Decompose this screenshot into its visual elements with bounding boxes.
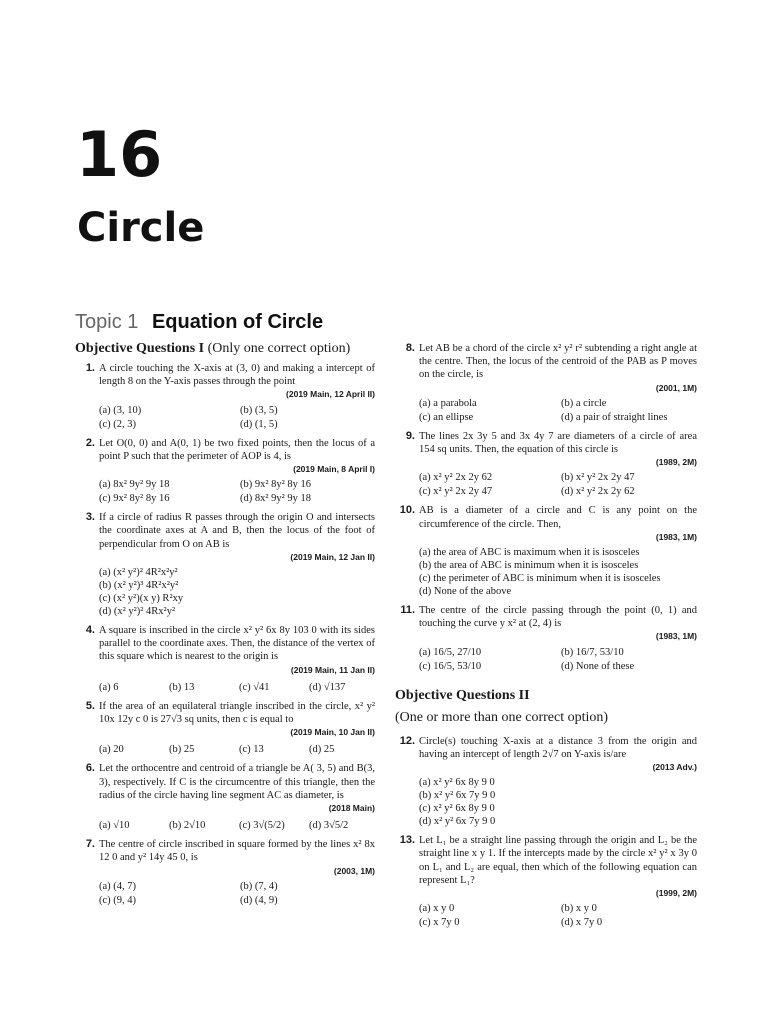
answer-options [99,478,375,505]
exam-reference: (2019 Main, 12 April II) [286,389,375,400]
exam-reference: (2013 Adv.) [652,762,697,773]
question-item [395,834,697,929]
right-column [395,342,697,935]
option: (b) 25 [169,744,195,756]
question-item [75,700,375,757]
question-text: The lines 2x 3y 5 and 3x 4y 7 are diameters of a circle of area 154 sq units. Then, the equation of this circle is [419,430,697,456]
question-text: The centre of the circle passing through the point (0, 1) and touching the curve y x² at (2, 4) is [419,605,697,630]
option: (a) (3, 10) [99,404,142,416]
option: (a) 16/5, 27/10 [419,646,482,658]
option: (c) an ellipse [419,411,474,423]
option: (d) x 7y 0 [561,917,603,929]
option: (b) 16/7, 53/10 [561,646,624,658]
question-text: The centre of circle inscribed in square formed by the lines x² 8x 12 0 and y² 14y 45 0, is [99,839,375,864]
exam-reference: (2018 Main) [328,803,375,814]
question-item [395,504,697,598]
answer-options [419,397,697,424]
option: (c) x² y² 2x 2y 47 [419,486,493,498]
option: (c) x 7y 0 [419,917,460,929]
answer-options [419,546,697,598]
option: (b) x² y² 2x 2y 47 [561,472,635,484]
question-number: 11. [400,604,415,617]
option: (a) √10 [99,820,130,832]
question-item [75,762,375,832]
option: (d) (x² y²)² 4Rx²y² [99,606,176,618]
option: (b) (7, 4) [240,880,278,892]
question-item [75,362,375,431]
option: (c) 16/5, 53/10 [419,660,482,672]
exam-reference: (2019 Main, 12 Jan II) [290,551,375,562]
answer-options [99,880,375,907]
exam-reference: (2019 Main, 10 Jan II) [290,727,375,738]
option: (b) 13 [169,681,195,693]
question-item [395,342,697,424]
answer-options [99,743,375,756]
option: (a) x y 0 [419,903,455,915]
section-subtitle: (One or more than one correct option) [395,709,609,725]
option: (c) the perimeter of ABC is minimum when it is isosceles [419,573,661,585]
option: (d) x² y² 2x 2y 62 [561,486,635,498]
question-number: 6. [85,762,95,775]
answer-options [419,646,697,673]
question-text: Let L₁ be a straight line passing through the origin and L₂ be the straight line x y 1. If the intercepts made by the circle x² y² x 3y 0 on L₁ and L₂ are equal, then which of the following equation can represent L₁? [419,835,697,886]
option: (a) the area of ABC is maximum when it is isosceles [419,547,640,559]
answer-options [419,902,697,929]
option: (c) (x² y²)(x y) R²xy [99,593,184,605]
question-number: 7. [85,838,95,851]
question-text: Let the orthocentre and centroid of a triangle be A( 3, 5) and B(3, 3), respectively. If C is the circumcentre of this triangle, then the radius of the circle having line segment AC as diameter, is [99,763,375,801]
question-text: If a circle of radius R passes through the origin O and intersects the coordinate axes at A and B, then the locus of the foot of perpendicular from O on AB is [99,512,375,550]
option: (d) 8x² 9y² 9y 18 [240,493,312,505]
question-text: Let AB be a chord of the circle x² y² r² subtending a right angle at the centre. Then, the locus of the centroid of the PAB as P moves on the circle, is [419,343,697,381]
question-number: 10. [399,504,415,517]
question-text: If the area of an equilateral triangle inscribed in the circle, x² y² 10x 12y c 0 is 27√3 sq units, then c is equal to [99,700,375,726]
question-item [75,437,375,506]
question-item [395,735,697,829]
option: (d) a pair of straight lines [561,411,668,423]
option: (d) √137 [309,681,346,693]
question-text: Let O(0, 0) and A(0, 1) be two fixed points, then the locus of a point P such that the perimeter of AOP is 4, is [99,437,375,462]
option: (d) None of these [561,660,635,672]
option: (b) the area of ABC is minimum when it is isosceles [419,560,639,572]
answer-options [419,776,697,828]
question-item [395,604,697,673]
question-item [75,838,375,907]
option: (d) x² y² 6x 7y 9 0 [419,816,496,828]
question-item [75,624,375,694]
question-item [395,430,697,499]
section-subtitle: (Only one correct option) [207,341,351,356]
question-number: 13. [399,834,415,847]
topic-heading [75,310,323,334]
chapter-title: Circle [77,205,205,251]
answer-options [99,819,375,832]
option: (a) 6 [99,681,119,693]
answer-options [99,681,375,694]
section-heading [75,340,375,358]
option: (a) (4, 7) [99,880,137,892]
option: (c) 13 [239,744,264,756]
option: (d) 3√5/2 [309,820,349,832]
exam-reference: (2019 Main, 8 April I) [293,464,375,475]
option: (a) 20 [99,744,124,756]
option: (d) (4, 9) [240,894,278,906]
option: (b) (x² y²)³ 4R²x²y² [99,580,179,592]
option: (c) √41 [239,681,270,693]
option: (d) (1, 5) [240,418,278,430]
answer-options [99,404,375,431]
answer-options [419,471,697,498]
option: (a) (x² y²)² 4R²x²y² [99,567,178,579]
option: (a) x² y² 6x 8y 9 0 [419,777,495,789]
answer-options [99,566,375,618]
option: (d) None of the above [419,586,512,598]
option: (b) (3, 5) [240,404,278,416]
exam-reference: (1983, 1M) [655,531,697,542]
question-number: 4. [85,624,95,637]
exam-reference: (2019 Main, 11 Jan II) [290,664,375,675]
section-title: Objective Questions I [75,341,205,356]
option: (b) x² y² 6x 7y 9 0 [419,790,496,802]
question-number: 1. [85,362,95,374]
question-number: 2. [85,436,95,449]
option: (b) x y 0 [561,903,597,915]
question-text: A square is inscribed in the circle x² y² 6x 8y 103 0 with its sides parallel to the coordinate axes. Then, the distance of the vertex of this square which is nearest to the origin is [99,625,375,663]
question-text: AB is a diameter of a circle and C is any point on the circumference of the circle. Then, [419,505,697,530]
option: (b) 2√10 [169,820,206,832]
exam-reference: (1989, 2M) [655,457,697,468]
topic-label: Topic 1 [75,311,139,333]
option: (a) x² y² 2x 2y 62 [419,472,493,484]
left-column [75,340,375,913]
option: (c) (2, 3) [99,418,137,430]
exam-reference: (2001, 1M) [655,382,697,393]
question-text: A circle touching the X-axis at (3, 0) and making a intercept of length 8 on the Y-axis passes through the point [99,363,375,388]
section-spacer [395,679,697,687]
option: (c) 3√(5/2) [239,820,285,832]
option: (c) x² y² 6x 8y 9 0 [419,803,495,815]
option: (c) (9, 4) [99,894,137,906]
exam-reference: (1999, 2M) [655,888,697,899]
option: (b) a circle [561,397,607,409]
question-number: 3. [85,511,95,524]
option: (c) 9x² 8y² 8y 16 [99,493,170,505]
question-number: 9. [405,429,415,442]
section-title: Objective Questions II [395,687,530,703]
option: (a) 8x² 9y² 9y 18 [99,479,170,491]
question-number: 12. [399,734,415,747]
exam-reference: (2003, 1M) [333,865,375,876]
chapter-number: 16 [76,118,163,191]
question-number: 8. [405,342,415,354]
question-number: 5. [85,699,95,712]
question-text: Circle(s) touching X-axis at a distance 3 from the origin and having an intercept of length 2√7 on Y-axis is/are [419,735,697,760]
question-item [75,511,375,618]
topic-name: Equation of Circle [151,311,324,333]
option: (a) a parabola [419,397,477,409]
exam-reference: (1983, 1M) [655,631,697,642]
option: (d) 25 [309,744,335,756]
section-heading [395,687,697,705]
option: (b) 9x² 8y² 8y 16 [240,479,312,491]
